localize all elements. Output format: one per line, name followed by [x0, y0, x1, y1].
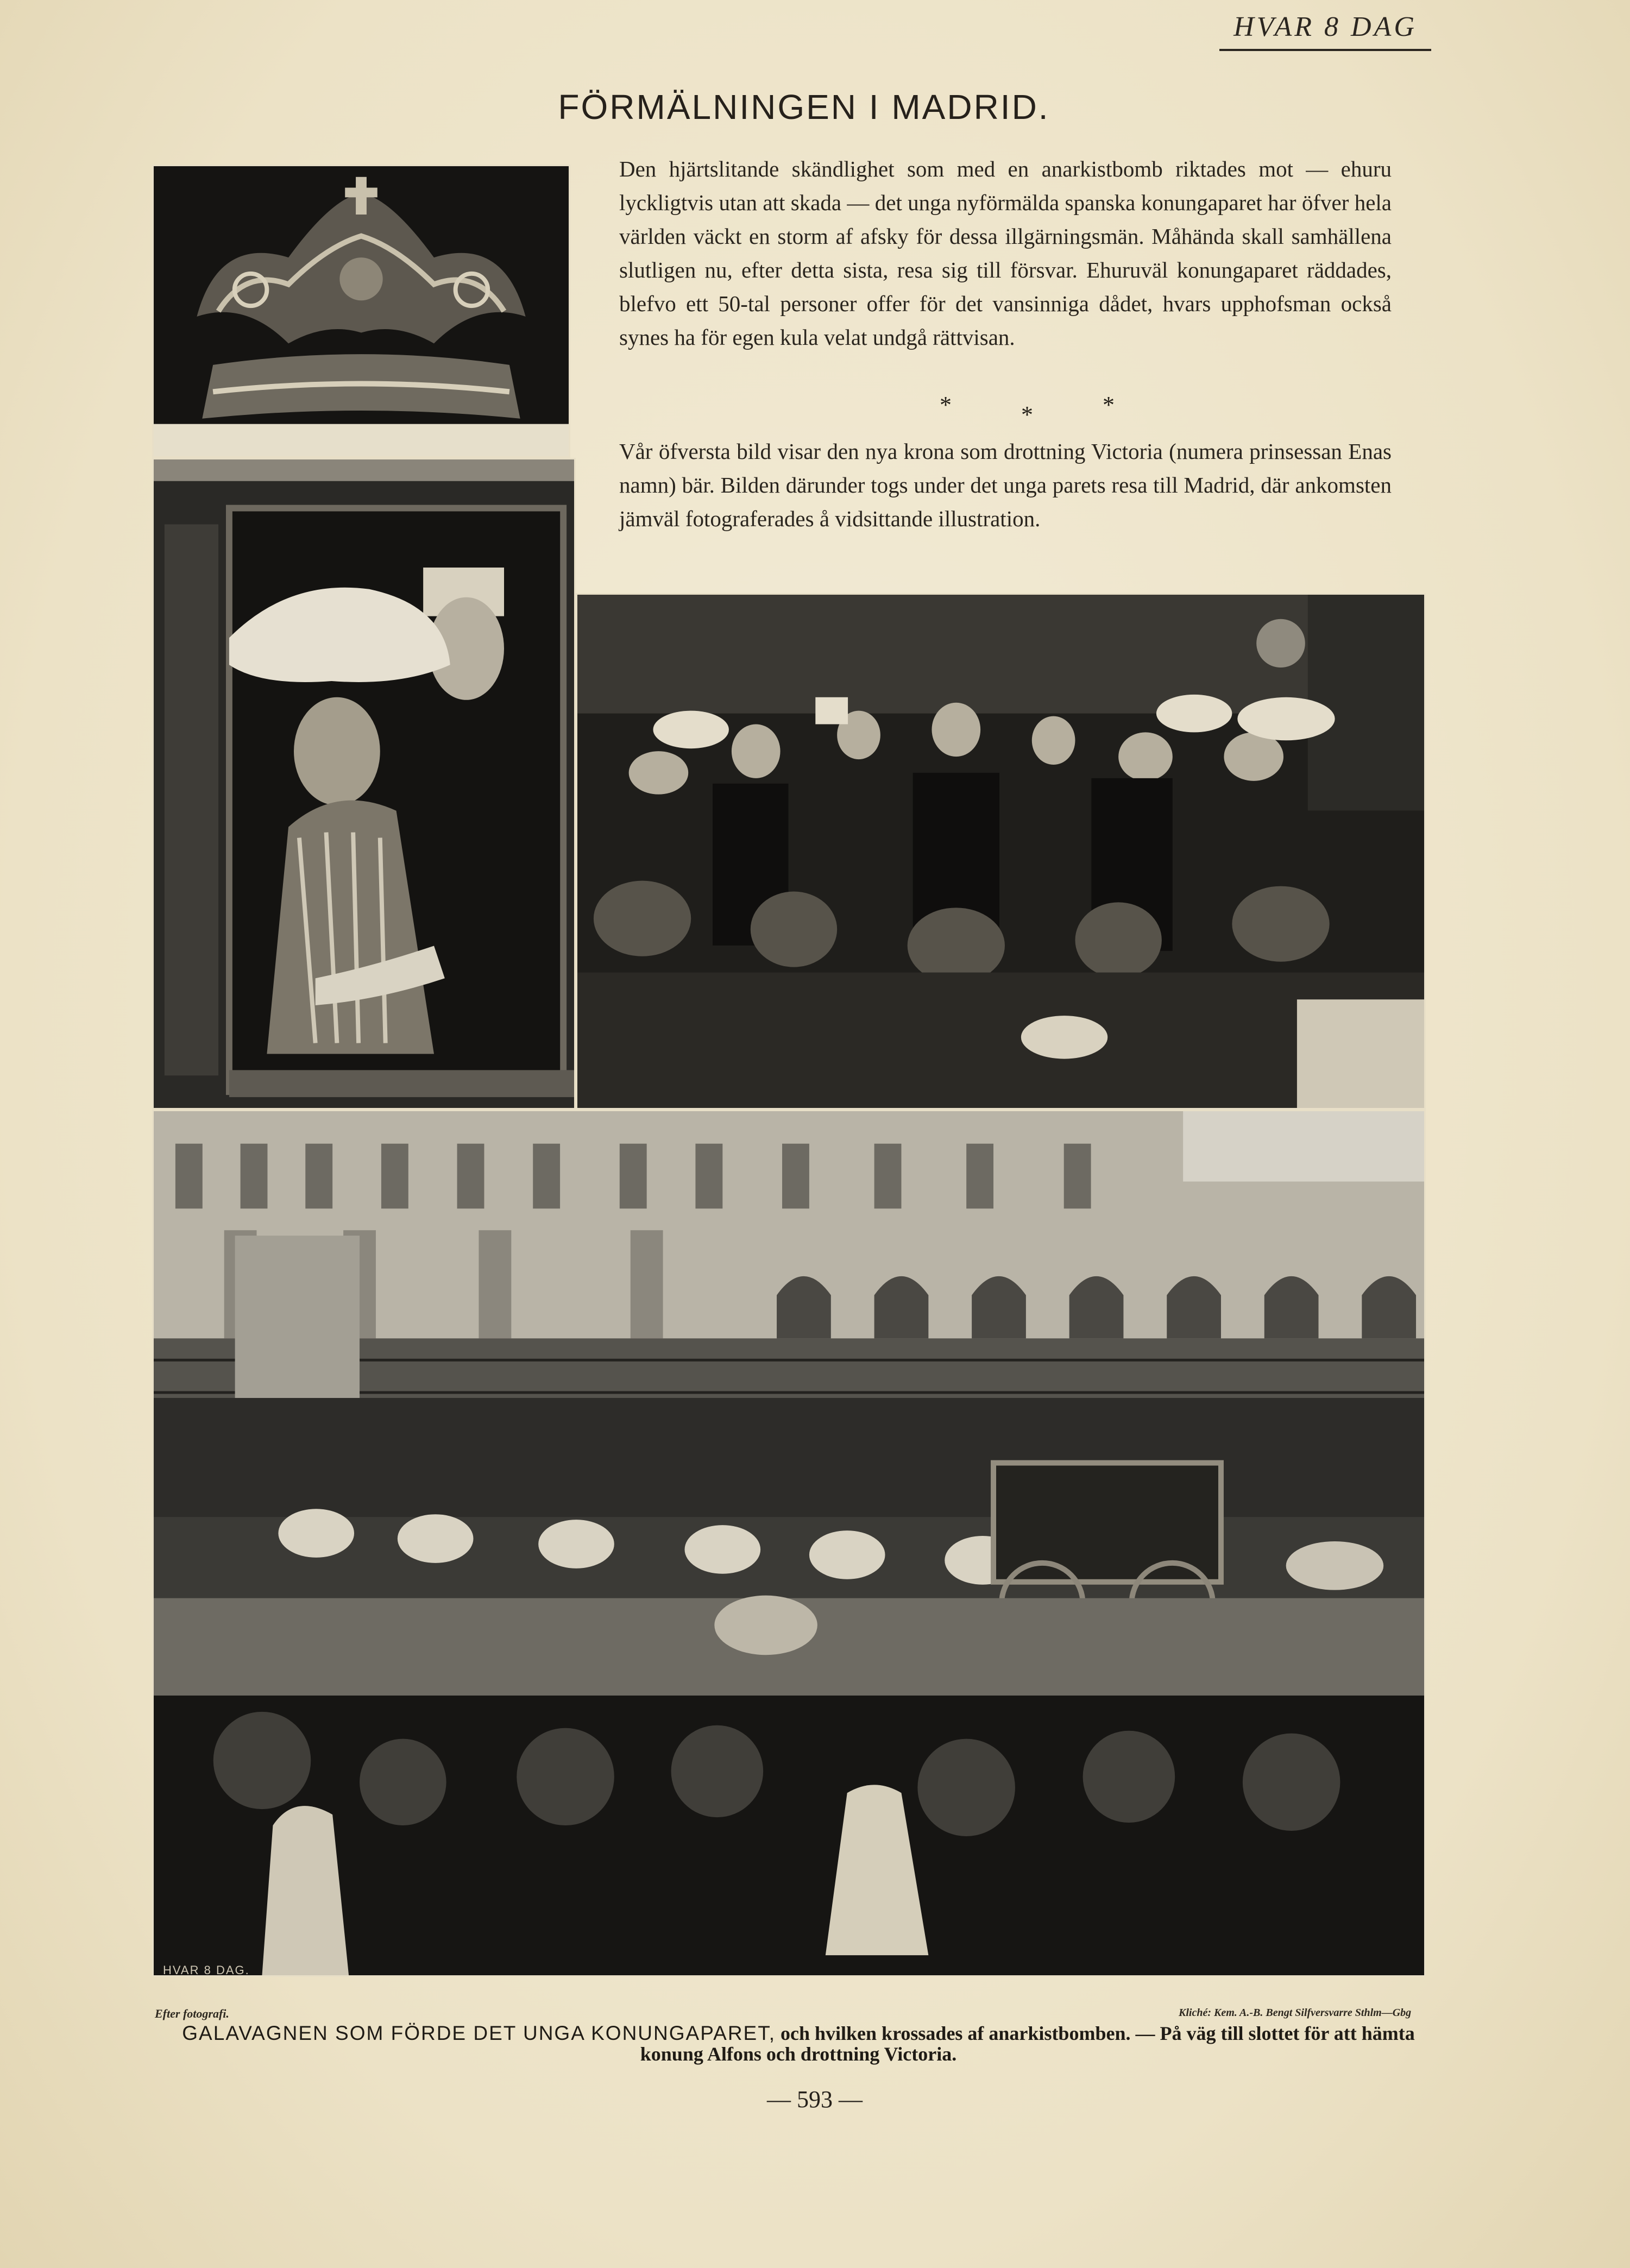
palace-procession-image	[154, 1111, 1424, 1975]
photo-caption	[155, 2023, 1442, 2064]
train-window-photo	[152, 458, 576, 1110]
page-title: FÖRMÄLNINGEN I MADRID.	[558, 87, 1050, 127]
second-paragraph: Vår öfversta bild visar den nya krona som drottning Victoria (numera prinsessan Enas namn) bär. Bilden därunder togs under det unga parets resa till Madrid, där ankomsten jämväl fotograferades å vidsittande illustration.	[619, 439, 1392, 531]
station-arrival-photo	[576, 593, 1426, 1110]
separator-star: *	[1021, 401, 1033, 428]
station-crowd-image	[577, 595, 1424, 1108]
crown-photo	[152, 165, 570, 458]
masthead: HVAR 8 DAG	[1233, 11, 1417, 42]
separator-star: *	[940, 392, 952, 418]
masthead-underline	[1219, 49, 1431, 51]
train-window-image	[154, 459, 574, 1108]
caption-lead-in: GALAVAGNEN SOM FÖRDE DET UNGA KONUNGAPARET,	[182, 2022, 776, 2044]
lead-paragraph: Den hjärtslitande skändlighet som med en anarkistbomb riktades mot — ehuru lyckligtvis utan att skada — det unga nyförmälda spanska konungaparet har öfver hela världen väckt en storm af afsky för dessa illgärningsmän. Måhända skall samhällena slutligen nu, efter detta sista, resa sig till försvar. Ehuruväl konungaparet räddades, blefvo ett 50-tal personer offer för det vansinniga dådet, hvars upphofsman också synes ha för egen kula velat undgå rättvisan.	[619, 156, 1392, 350]
page-number: — 593 —	[767, 2086, 863, 2113]
engraver-credit: Kliché: Kem. A.-B. Bengt Silfversvarre Sthlm—Gbg	[1179, 2007, 1412, 2019]
crown-image	[154, 166, 569, 456]
photo-credit: Efter fotografi.	[155, 2007, 229, 2020]
photo-watermark: HVAR 8 DAG.	[163, 1963, 250, 1977]
caption-body: och hvilken krossades af anarkistbomben. — På väg till slottet för att hämta konung Alfons och drottning Victoria.	[640, 2023, 1415, 2065]
section-separator	[847, 391, 1228, 428]
separator-star: *	[1103, 392, 1115, 418]
procession-photo	[152, 1110, 1426, 1977]
